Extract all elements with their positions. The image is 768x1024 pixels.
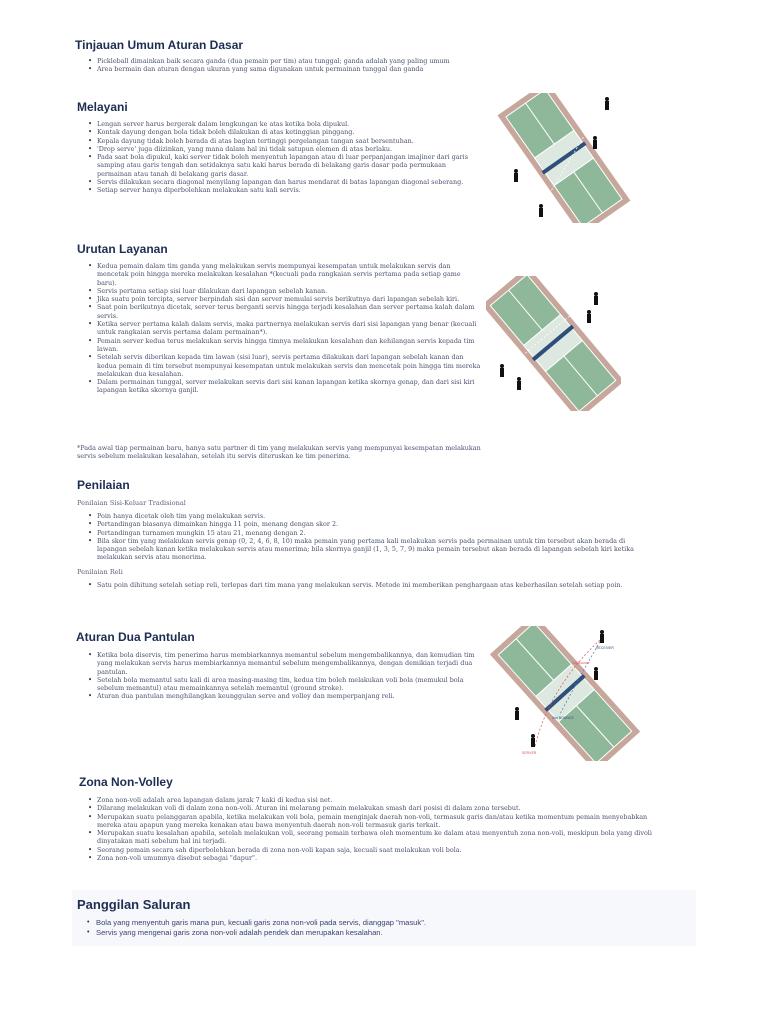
list-item: • Merupakan suatu pelanggaran apabila, ketika melakukan voli bola, pemain menginjak daerah non-voli, termasuk garis dan/atau ketika momentum pemain menyebabkan mereka atau apapun yang mereka kenakan atau bawa menyentuh daerah non-voli termasuk garis terkait. — [88, 813, 654, 830]
section-dua-pantulan — [76, 630, 481, 701]
list-item: • Satu poin dihitung setelah setiap reli, terlepas dari tim mana yang melakukan servis. Metode ini memberikan penghargaan atas keberhasilan setelah setiap poin. — [88, 581, 657, 589]
section-title: Aturan Dua Pantulan — [76, 630, 195, 644]
court-label-second-bounce: 2nd BOUNCE — [552, 716, 574, 720]
list-item: • Aturan dua pantulan menghilangkan keunggulan serve and volley dan memperpanjang reli. — [88, 692, 481, 700]
list-item: • Setelah servis diberikan kepada tim lawan (sisi luar), servis pertama dilakukan dari lapangan sebelah kanan dan kedua pemain di tim tersebut mempunyai kesempatan untuk melakukan servis dan mencetak poin hingga tim mereka melakukan dua kesalahan. — [88, 353, 482, 378]
list-item: • Area bermain dan aturan dengan ukuran yang sama digunakan untuk permainan tunggal dan ganda — [88, 65, 495, 73]
bullet-list — [88, 512, 657, 562]
court-label-server: SERVER — [522, 751, 537, 755]
list-item: • Pickleball dimainkan baik secara ganda (dua pemain per tim) atau tunggal; ganda adalah yang paling umum — [88, 57, 495, 65]
footnote: *Pada awal tiap permainan baru, hanya satu partner di tim yang melakukan servis yang mempunyai kesempatan melakukan servis sebelum melakukan kesalahan, setelah itu servis diteruskan ke tim penerima. — [77, 444, 481, 461]
bullet-list — [88, 581, 657, 589]
list-item: • Bila skor tim yang melakukan servis genap (0, 2, 4, 6, 8, 10) maka pemain yang pertama kali melakukan servis pada permainan untuk tim tersebut akan berada di lapangan sebelah kanan ketika melakukan servis atau menerima; bila skornya ganjil (1, 3, 5, 7, 9) maka pemain tersebut akan berada di lapangan sebelah kiri ketika melakukan servis atau menerima. — [88, 537, 657, 562]
bullet-list — [88, 796, 654, 862]
two-bounce-court-illustration — [490, 626, 640, 761]
list-item: • Setiap server hanya diperbolehkan melakukan satu kali servis. — [88, 186, 477, 194]
list-item: • Pertandingan biasanya dimainkan hingga 11 poin, menang dengan skor 2. — [88, 520, 657, 528]
list-item: • Bola yang menyentuh garis mana pun, kecuali garis zona non-voli pada servis, dianggap "masuk". — [87, 918, 677, 928]
section-urutan — [77, 242, 482, 395]
section-zona — [79, 775, 654, 862]
list-item: • Ketika bola diservis, tim penerima harus membiarkannya memantul sebelum mengembalikannya, dan kemudian tim yang melakukan servis harus membiarkannya memantul sebelum mengembalikannya, dengan demikian terjadi dua pantulan. — [88, 651, 481, 676]
section-title: Urutan Layanan — [77, 242, 168, 256]
list-item: • Saat poin berikutnya dicetak, server terus berganti servis hingga terjadi kesalahan dan server pertama kalah dalam servis. — [88, 303, 482, 320]
service-order-court-illustration — [486, 276, 621, 411]
list-item: • 'Drop serve' juga diizinkan, yang mana dalam hal ini tidak satupun elemen di atas berlaku. — [88, 145, 477, 153]
section-melayani — [77, 100, 477, 195]
court-label-first-bounce: 1st Bounce — [572, 661, 590, 665]
list-item: • Zona non-voli umumnya disebut sebagai "dapur". — [88, 854, 654, 862]
bullet-list — [88, 120, 477, 195]
serve-court-illustration — [494, 93, 634, 223]
bullet-list — [88, 57, 495, 74]
section-tinjauan — [75, 38, 495, 74]
section-title: Panggilan Saluran — [77, 897, 191, 912]
list-item: • Pada saat bola dipukul, kaki server tidak boleh menyentuh lapangan atau di luar perpanjangan imajiner dari garis samping atau garis tengah dan setidaknya satu kaki harus berada di belakang garis dasar pada permukaan permainan atau tanah di belakang garis dasar. — [88, 153, 477, 178]
section-penilaian — [77, 478, 657, 589]
list-item: • Ketika server pertama kalah dalam servis, maka partnernya melakukan servis dari sisi lapangan yang benar (kecuali untuk rangkaian servis pertama dalam permainan*). — [88, 320, 482, 337]
bullet-list — [87, 918, 677, 939]
bullet-list — [88, 262, 482, 395]
subsection-title: Penilaian Sisi-Keluar Tradisional — [77, 499, 186, 507]
section-panggilan — [77, 897, 677, 939]
bullet-list — [88, 651, 481, 701]
section-title: Tinjauan Umum Aturan Dasar — [75, 38, 244, 52]
list-item: • Merupakan suatu kesalahan apabila, setelah melakukan voli, seorang pemain terbawa oleh momentum ke dalam atau menyentuh zona non-voli, meskipun bola yang divoli dinyatakan mati sebelum hal ini terjadi. — [88, 829, 654, 846]
list-item: • Kontak dayung dengan bola tidak boleh dilakukan di atas ketinggian pinggang. — [88, 128, 477, 136]
subsection-title: Penilaian Reli — [77, 567, 123, 576]
list-item: • Dalam permainan tunggal, server melakukan servis dari sisi kanan lapangan ketika skornya genap, dan dari sisi kiri lapangan ketika skornya ganjil. — [88, 378, 482, 395]
list-item: • Seorang pemain secara sah diperbolehkan berada di zona non-voli kapan saja, kecuali saat melakukan voli bola. — [88, 846, 654, 854]
list-item: • Pertandingan turnamen mungkin 15 atau 21, menang dengan 2. — [88, 529, 657, 537]
list-item: • Kedua pemain dalam tim ganda yang melakukan servis mempunyai kesempatan untuk melakukan servis dan mencetak poin hingga mereka melakukan kesalahan *(kecuali pada rangkaian servis pertama pada setiap game baru). — [88, 262, 482, 287]
list-item: • Jika suatu poin tercipta, server berpindah sisi dan server memulai servis berikutnya dari lapangan sebelah kiri. — [88, 295, 482, 303]
list-item: • Servis pertama setiap sisi luar dilakukan dari lapangan sebelah kanan. — [88, 287, 482, 295]
list-item: • Servis yang mengenai garis zona non-voli adalah pendek dan merupakan kesalahan. — [87, 928, 677, 938]
court-label-receiver: RECEIVER — [596, 646, 614, 650]
list-item: • Setelah bola memantul satu kali di area masing-masing tim, kedua tim boleh melakukan voli bola (memukul bola sebelum memantul) atau memainkannya setelah memantul (ground stroke). — [88, 676, 481, 693]
list-item: • Pemain server kedua terus melakukan servis hingga timnya melakukan kesalahan dan kehilangan servis kepada tim lawan. — [88, 337, 482, 354]
section-title: Penilaian — [77, 478, 130, 492]
list-item: • Lengan server harus bergerak dalam lengkungan ke atas ketika bola dipukul. — [88, 120, 477, 128]
list-item: • Kepala dayung tidak boleh berada di atas bagian tertinggi pergelangan tangan saat bersentuhan. — [88, 137, 477, 145]
section-urutan-note — [77, 444, 482, 461]
list-item: • Servis dilakukan secara diagonal menyilang lapangan dan harus mendarat di batas lapangan diagonal seberang. — [88, 178, 477, 186]
list-item: • Zona non-voli adalah area lapangan dalam jarak 7 kaki di kedua sisi net. — [88, 796, 654, 804]
list-item: • Dilarang melakukan voli di dalam zona non-voli. Aturan ini melarang pemain melakukan smash dari posisi di dalam zona tersebut. — [88, 804, 654, 812]
section-title: Melayani — [77, 100, 128, 114]
list-item: • Poin hanya dicetak oleh tim yang melakukan servis. — [88, 512, 657, 520]
section-title: Zona Non-Volley — [79, 775, 173, 789]
